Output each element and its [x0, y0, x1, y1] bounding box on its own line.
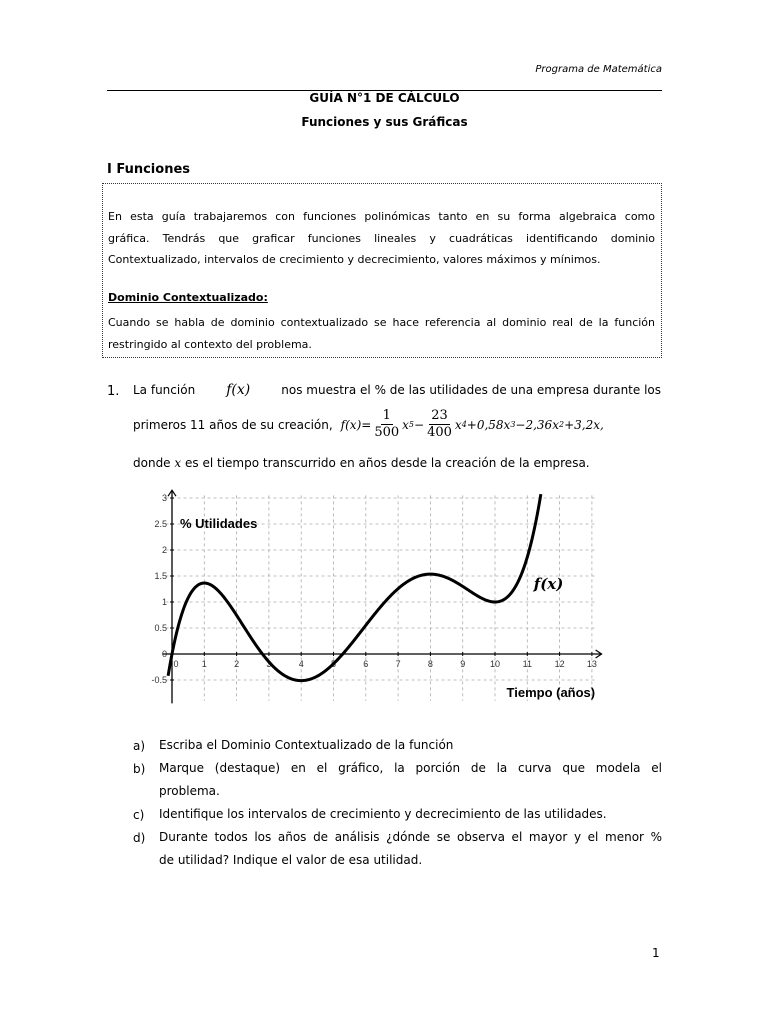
item-line: Identifique los intervalos de crecimiento y decrecimiento de las utilidades. [159, 807, 607, 821]
y-tick-label: 3 [161, 493, 167, 503]
item-text [159, 803, 662, 826]
formula-term: +3,2x, [564, 417, 604, 432]
item-text [159, 826, 662, 872]
item-label: c) [133, 808, 145, 822]
program-header: Programa de Matemática [535, 64, 662, 75]
x-tick-label: 0 [173, 659, 179, 669]
y-tick-label: 2 [161, 545, 167, 555]
x-tick-label: 2 [234, 659, 240, 669]
item-text [159, 734, 662, 757]
x-tick-label: 3 [266, 659, 272, 669]
x-tick-label: 11 [522, 659, 532, 669]
x-tick-label: 13 [586, 659, 597, 669]
intro-line: Contextualizado, intervalos de crecimiento y decrecimiento, valores máximos y mínimos. [108, 253, 601, 266]
formula-exponent: 2 [558, 420, 565, 429]
question-text: La función [133, 383, 196, 397]
fraction-numerator: 23 [431, 408, 448, 423]
y-tick-label: 1 [161, 597, 167, 607]
formula-term: x [454, 417, 462, 432]
intro-line: gráfica. Tendrás que graficar funciones lineales y cuadráticas identificando dominio [108, 231, 655, 245]
fraction-denominator: 400 [427, 425, 452, 440]
item-line: Durante todos los años de análisis ¿dónde se observa el mayor y el menor % [159, 830, 662, 844]
fraction-1 [372, 408, 401, 441]
x-tick-label: 12 [554, 659, 565, 669]
formula-term: +0,58x [466, 417, 511, 432]
item-line: problema. [159, 784, 220, 798]
question-text: donde [133, 456, 171, 470]
y-tick-label: 0 [161, 649, 167, 659]
y-tick-label: 1.5 [154, 571, 167, 581]
variable-x: x [174, 456, 182, 470]
fraction-numerator: 1 [382, 408, 391, 423]
item-text [159, 757, 662, 803]
item-label: b) [133, 762, 146, 776]
question-text: es el tiempo transcurrido en años desde la creación de la empresa. [185, 456, 590, 470]
item-line: de utilidad? Indique el valor de esa utilidad. [159, 853, 423, 867]
domain-paragraph [108, 312, 655, 355]
x-tick-label: 9 [460, 659, 466, 669]
curve-label: f(x) [533, 574, 564, 593]
x-tick-label: 8 [427, 659, 433, 669]
domain-line: Cuando se habla de dominio contextualizado se hace referencia al dominio real de la función [108, 316, 655, 329]
formula-exponent: 4 [461, 420, 467, 429]
fraction-denominator: 500 [374, 425, 400, 440]
question-text: primeros 11 años de su creación, [133, 417, 333, 432]
intro-paragraph [108, 206, 655, 271]
x-tick-label: 10 [489, 659, 501, 669]
question-line-2 [133, 408, 663, 441]
x-tick-label: 4 [298, 659, 304, 669]
domain-heading: Dominio Contextualizado: [108, 291, 268, 304]
item-label: d) [133, 831, 146, 845]
function-symbol: f(x) [226, 382, 251, 398]
fraction-2 [425, 408, 454, 441]
formula-term: x [402, 417, 409, 432]
item-line: Marque (destaque) en el gráfico, la porción de la curva que modela el [159, 761, 662, 775]
question-line-1 [133, 382, 661, 398]
document-title: GUÍA N°1 DE CÁLCULO [309, 91, 460, 105]
x-tick-label: 1 [201, 659, 207, 669]
formula-term: −2,36x [515, 417, 559, 432]
formula-exponent: 5 [408, 420, 415, 429]
item-line: Escriba el Dominio Contextualizado de la función [159, 738, 454, 752]
page-number: 1 [652, 946, 660, 960]
document-subtitle: Funciones y sus Gráficas [301, 115, 468, 129]
intro-box [102, 183, 662, 358]
formula-lhs: f(x)= [340, 417, 372, 432]
function-chart [145, 486, 615, 708]
y-tick-label: -0.5 [151, 675, 167, 685]
y-tick-label: 2.5 [154, 519, 167, 529]
x-tick-label: 6 [363, 659, 369, 669]
y-tick-label: 0.5 [154, 623, 167, 633]
formula-exponent: 3 [510, 420, 516, 429]
formula-operator: − [414, 417, 425, 432]
x-axis-label: Tiempo (años) [506, 685, 596, 700]
y-axis-label: % Utilidades [180, 516, 258, 531]
x-tick-label: 7 [395, 659, 401, 669]
domain-line: restringido al contexto del problema. [108, 337, 312, 351]
question-number: 1. [107, 384, 120, 399]
x-tick-label: 5 [330, 659, 337, 669]
question-text: nos muestra el % de las utilidades de una empresa durante los [281, 383, 661, 397]
section-heading: I Funciones [107, 162, 191, 177]
intro-line: En esta guía trabajaremos con funciones polinómicas tanto en su forma algebraica como [108, 210, 655, 223]
question-line-3 [133, 456, 590, 470]
item-label: a) [133, 739, 146, 753]
